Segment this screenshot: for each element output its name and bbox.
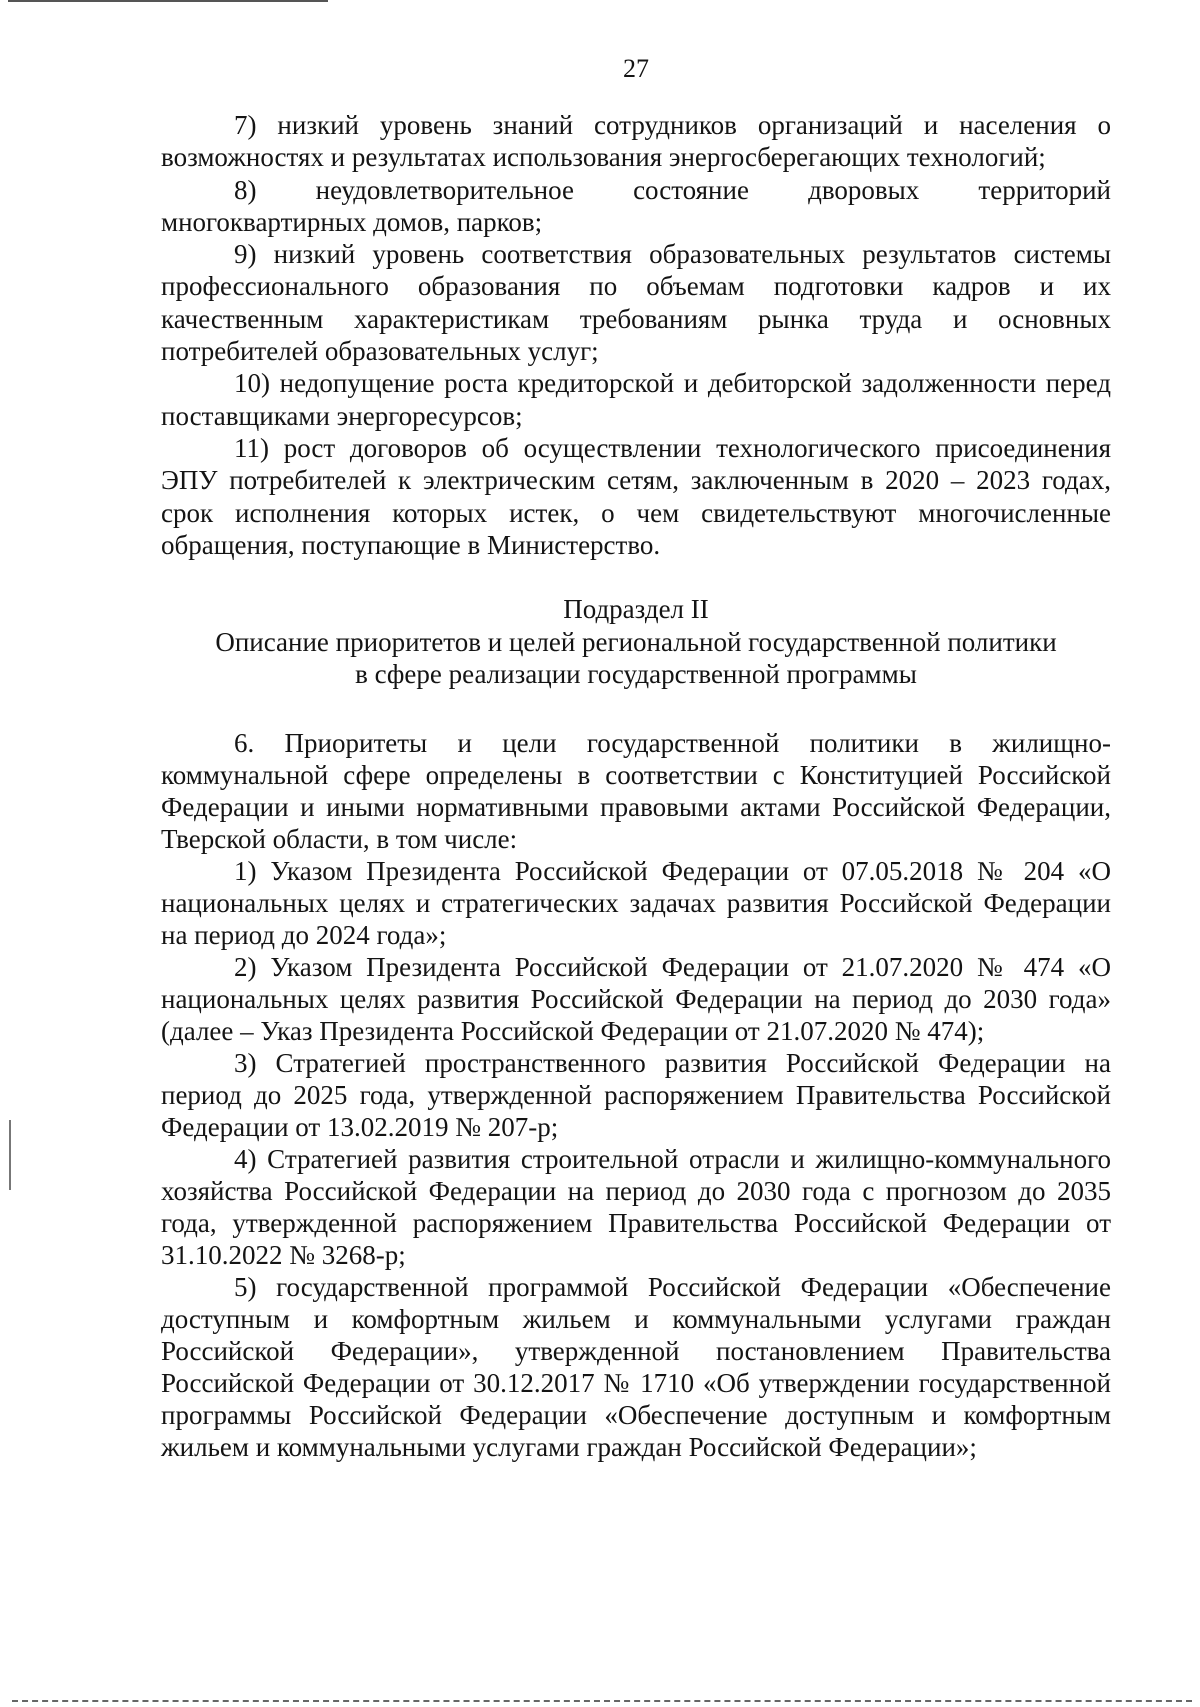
list-item-7: 7) низкий уровень знаний сотрудников организаций и населения о возможностях и результатах использования энергосберегающих технологий;: [161, 110, 1111, 173]
scan-edge-left: [9, 1120, 11, 1190]
subsection-title-line-2: в сфере реализации государственной программы: [355, 659, 917, 690]
subsection-heading: [161, 593, 1111, 691]
list-item-9: 9) низкий уровень соответствия образовательных результатов системы профессионального образования по объемам подготовки кадров и их качественным характеристикам требованиям рынка труда и основных потребителей образовательных услуг;: [161, 239, 1111, 367]
subsection-title-line-1: Описание приоритетов и целей региональной государственной политики: [215, 626, 1057, 657]
subsection-label: Подраздел II: [563, 594, 709, 625]
document-page: [161, 44, 1111, 1463]
page-number: 27: [623, 54, 649, 83]
scan-edge-top: [8, 0, 328, 2]
clause-6: 6. Приоритеты и цели государственной политики в жилищно-коммунальной сфере определены в соответствии с Конституцией Российской Федерации и иными нормативными правовыми актами Российской Федерации, Тверской области, в том числе:: [161, 727, 1111, 854]
clause-6-item-2: 2) Указом Президента Российской Федерации от 21.07.2020 № 474 «О национальных целях развития Российской Федерации на период до 2030 года» (далее – Указ Президента Российской Федерации от 21.07.2020 № 474);: [161, 951, 1111, 1046]
clause-6-item-1: 1) Указом Президента Российской Федерации от 07.05.2018 № 204 «О национальных целях и стратегических задачах развития Российской Федерации на период до 2024 года»;: [161, 855, 1111, 950]
list-item-11: 11) рост договоров об осуществлении технологического присоединения ЭПУ потребителей к электрическим сетям, заключенным в 2020 – 2023 годах, срок исполнения которых истек, о чем свидетельствуют многочисленные обращения, поступающие в Министерство.: [161, 432, 1111, 560]
list-item-8: 8) неудовлетворительное состояние дворовых территорий многоквартирных домов, парков;: [161, 174, 1111, 237]
list-item-10: 10) недопущение роста кредиторской и дебиторской задолженности перед поставщиками энергоресурсов;: [161, 368, 1111, 431]
clause-6-item-3: 3) Стратегией пространственного развития Российской Федерации на период до 2025 года, утвержденной распоряжением Правительства Российской Федерации от 13.02.2019 № 207-р;: [161, 1047, 1111, 1142]
scan-edge-bottom: [12, 1700, 1192, 1702]
clause-6-item-5: 5) государственной программой Российской Федерации «Обеспечение доступным и комфортным жильем и коммунальными услугами граждан Российской Федерации», утвержденной постановлением Правительства Российской Федерации от 30.12.2017 № 1710 «Об утверждении государственной программы Российской Федерации «Обеспечение доступным и комфортным жильем и коммунальными услугами граждан Российской Федерации»;: [161, 1271, 1111, 1462]
clause-6-item-4: 4) Стратегией развития строительной отрасли и жилищно-коммунального хозяйства Российской Федерации на период до 2030 года с прогнозом до 2035 года, утвержденной распоряжением Правительства Российской Федерации от 31.10.2022 № 3268-р;: [161, 1143, 1111, 1270]
